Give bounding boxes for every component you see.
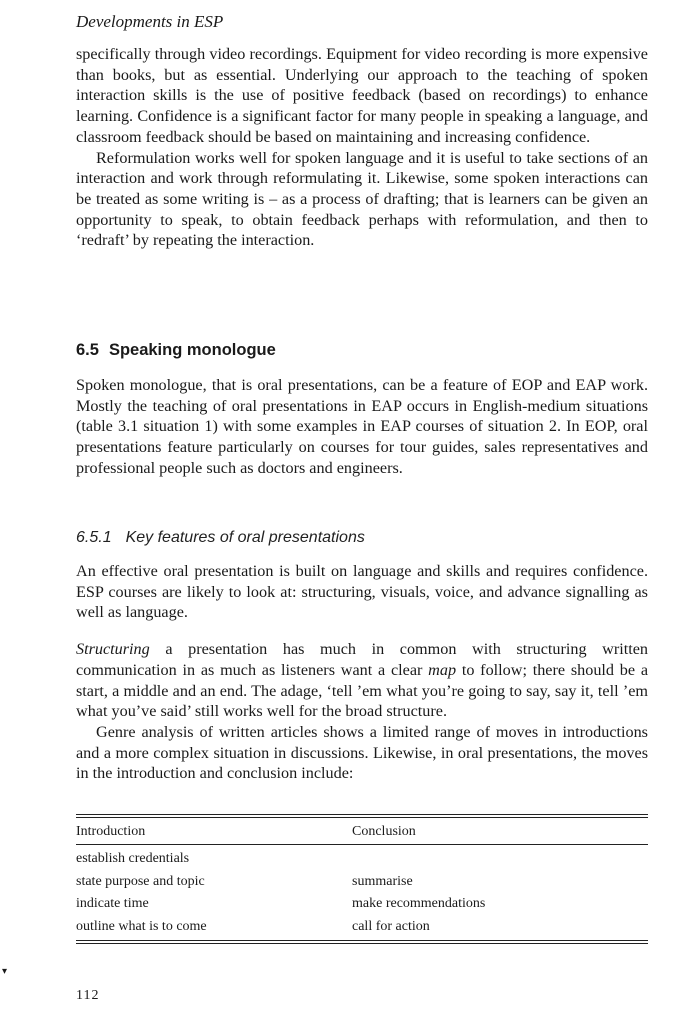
table-cell: establish credentials	[76, 851, 190, 866]
table-cell: call for action	[352, 918, 430, 934]
table-body	[76, 845, 648, 940]
running-head: Developments in ESP	[76, 12, 224, 31]
table-row	[76, 871, 648, 894]
table-row	[76, 893, 648, 916]
section-number: 6.5	[76, 341, 99, 359]
moves-table	[76, 814, 648, 944]
intro-text	[76, 44, 648, 251]
subsection-heading	[76, 529, 365, 547]
table-rule	[76, 814, 648, 815]
table-rule	[76, 940, 648, 941]
paragraph: Reformulation works well for spoken language and it is useful to take sections of an interaction and work through reformulating it. Likewise, some spoken interactions can be treated as some writing is – as a process of drafting; that is learners can be given an opportunity to speak, to obtain feedback perhaps with reformulation, and then to ‘redraft’ by repeating the interaction.	[76, 148, 648, 250]
table-rule	[76, 943, 648, 944]
subsection-text	[76, 561, 648, 784]
column-header: Conclusion	[352, 824, 416, 839]
text-run: a presentation has much in common with structuring written communication in as much as listeners want a clear	[76, 640, 648, 679]
table-cell: make recommendations	[352, 896, 486, 911]
scan-mark: ▾	[2, 966, 8, 977]
table-cell: indicate time	[76, 896, 149, 911]
subsection-title: Key features of oral presentations	[125, 529, 365, 546]
column-header: Introduction	[76, 824, 146, 839]
emphasis: Structuring	[76, 640, 150, 659]
section-title: Speaking monologue	[108, 341, 276, 359]
table-row	[76, 848, 648, 871]
table-cell: state purpose and topic	[76, 873, 205, 889]
table-header-row	[76, 818, 648, 844]
page-number: 112	[76, 988, 100, 1003]
table-cell: outline what is to come	[76, 918, 207, 934]
paragraph	[76, 639, 648, 722]
subsection-number: 6.5.1	[76, 529, 112, 546]
table-row	[76, 916, 648, 939]
emphasis: map	[428, 660, 457, 679]
section-heading	[76, 341, 276, 360]
text-run: to follow; there should be a start, a middle and an end. The adage, ‘tell ’em what you’re going to say, say it, tell ’em what you’ve said’ still works well for the broad structure.	[76, 660, 649, 721]
section-text	[76, 375, 648, 479]
paragraph: An effective oral presentation is built on language and skills and requires confidence. ESP courses are likely to look at: structuring, visuals, voice, and advance signalling as well as language.	[76, 562, 648, 622]
table-cell: summarise	[352, 873, 413, 889]
paragraph: Genre analysis of written articles shows a limited range of moves in introductions and a more complex situation in discussions. Likewise, in oral presentations, the moves in the introduction and conclusion include:	[76, 722, 648, 783]
paragraph: Spoken monologue, that is oral presentations, can be a feature of EOP and EAP work. Mostly the teaching of oral presentations in EAP occurs in English-medium situations (table 3.1 situation 1) with some examples in EAP courses of situation 2. In EOP, oral presentations feature particularly on courses for tour guides, sales representatives and professional people such as doctors and engineers.	[76, 376, 648, 477]
paragraph: specifically through video recordings. Equipment for video recording is more expensive than books, but as essential. Underlying our approach to the teaching of spoken interaction skills is the use of positive feedback (based on recordings) to enhance learning. Confidence is a significant factor for many people in speaking a language, and classroom feedback should be based on maintaining and increasing confidence.	[76, 45, 648, 146]
